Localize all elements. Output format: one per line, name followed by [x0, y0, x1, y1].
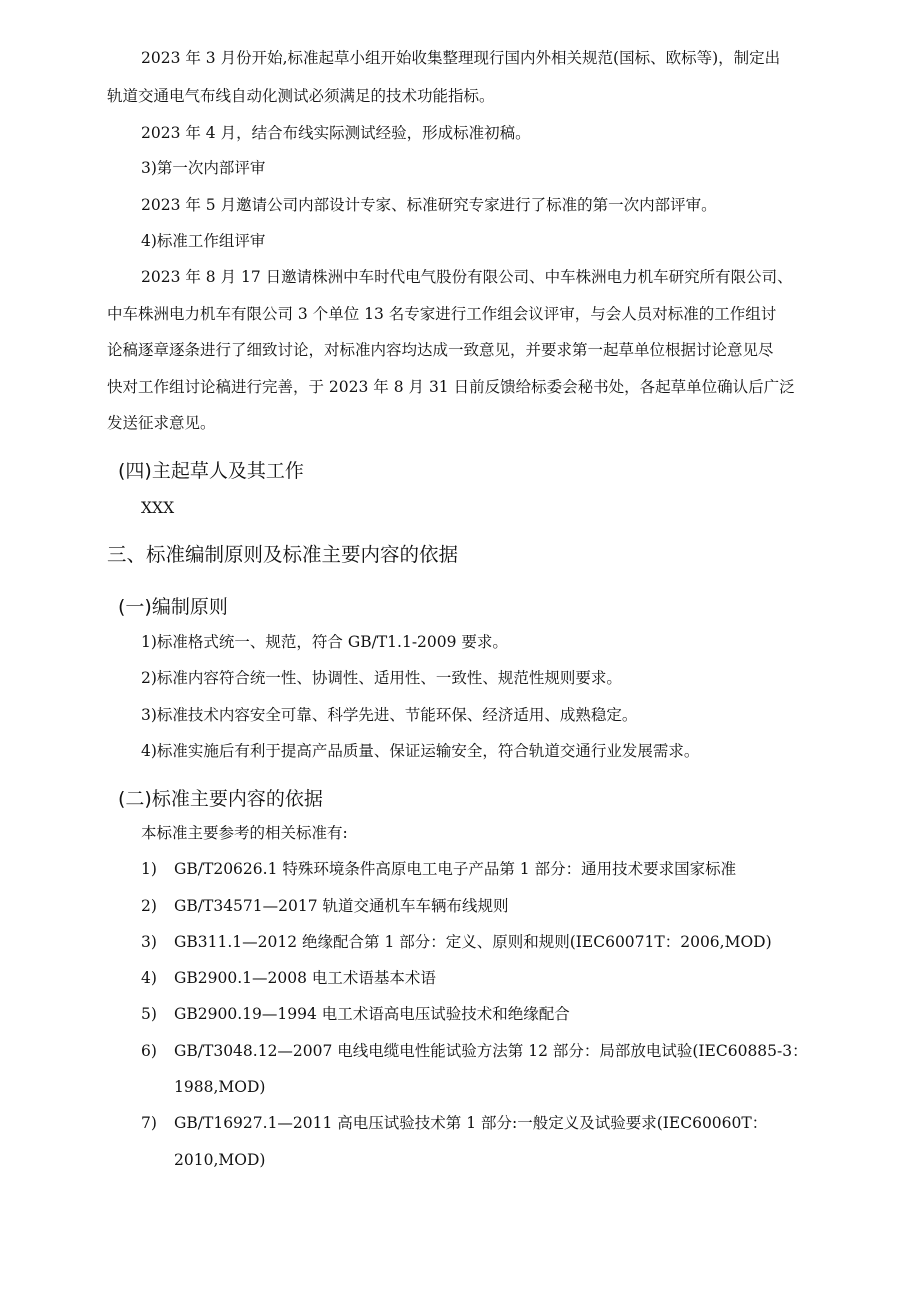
reference-continuation: 1988,MOD) — [174, 1078, 266, 1096]
paragraph-line: 发送征求意见。 — [107, 414, 216, 432]
reference-text: GB/T3048.12—2007 电线电缆电性能试验方法第 12 部分：局部放电试验(IEC60885-3： — [174, 1042, 808, 1060]
reference-text: GB2900.1—2008 电工术语基本术语 — [174, 969, 436, 987]
reference-continuation: 2010,MOD) — [174, 1151, 266, 1169]
reference-number: 4) — [141, 969, 157, 987]
chapter-heading: 三、标准编制原则及标准主要内容的依据 — [107, 543, 459, 566]
principle-item: 1)标准格式统一、规范，符合 GB/T1.1-2009 要求。 — [141, 633, 508, 651]
section-heading-drafters: (四)主起草人及其工作 — [118, 460, 304, 482]
section-heading-basis: (二)标准主要内容的依据 — [118, 788, 323, 810]
reference-number: 3) — [141, 933, 157, 951]
principle-item: 3)标准技术内容安全可靠、科学先进、节能环保、经济适用、成熟稳定。 — [141, 706, 638, 724]
reference-text: GB/T16927.1—2011 高电压试验技术第 1 部分:一般定义及试验要求(IEC60060T： — [174, 1114, 768, 1132]
principle-item: 4)标准实施后有利于提高产品质量、保证运输安全，符合轨道交通行业发展需求。 — [141, 742, 700, 760]
subheading-review-2: 4)标准工作组评审 — [141, 232, 266, 250]
reference-number: 7) — [141, 1114, 157, 1132]
paragraph-line: 论稿逐章逐条进行了细致讨论，对标准内容均达成一致意见，并要求第一起草单位根据讨论意见尽 — [107, 341, 774, 359]
reference-text: GB/T34571—2017 轨道交通机车车辆布线规则 — [174, 897, 509, 915]
subheading-review-1: 3)第一次内部评审 — [141, 159, 266, 177]
principle-item: 2)标准内容符合统一性、协调性、适用性、一致性、规范性规则要求。 — [141, 669, 622, 687]
paragraph-line: 2023 年 8 月 17 日邀请株洲中车时代电气股份有限公司、中车株洲电力机车研究所有限公司、 — [141, 268, 793, 286]
paragraph-line: 2023 年 4 月，结合布线实际测试经验，形成标准初稿。 — [141, 124, 531, 142]
paragraph-line: 2023 年 5 月邀请公司内部设计专家、标准研究专家进行了标准的第一次内部评审。 — [141, 196, 717, 214]
section-heading-principles: (一)编制原则 — [118, 596, 228, 618]
paragraph-line: 中车株洲电力机车有限公司 3 个单位 13 名专家进行工作组会议评审，与会人员对标准的工作组讨 — [107, 305, 777, 323]
reference-number: 1) — [141, 860, 157, 878]
reference-text: GB2900.19—1994 电工术语高电压试验技术和绝缘配合 — [174, 1005, 570, 1023]
reference-number: 6) — [141, 1042, 157, 1060]
paragraph-line: 轨道交通电气布线自动化测试必须满足的技术功能指标。 — [107, 87, 495, 105]
paragraph-line: 2023 年 3 月份开始,标准起草小组开始收集整理现行国内外相关规范(国标、欧标等)，制定出 — [141, 49, 781, 67]
paragraph-line: 快对工作组讨论稿进行完善，于 2023 年 8 月 31 日前反馈给标委会秘书处，各起草单位确认后广泛 — [107, 378, 795, 396]
reference-text: GB311.1—2012 绝缘配合第 1 部分：定义、原则和规则(IEC60071T：2006,MOD) — [174, 933, 772, 951]
drafters-body: XXX — [141, 499, 175, 517]
reference-text: GB/T20626.1 特殊环境条件高原电工电子产品第 1 部分：通用技术要求国家标准 — [174, 860, 737, 878]
reference-number: 2) — [141, 897, 157, 915]
reference-number: 5) — [141, 1005, 157, 1023]
basis-intro: 本标准主要参考的相关标准有: — [141, 824, 348, 842]
